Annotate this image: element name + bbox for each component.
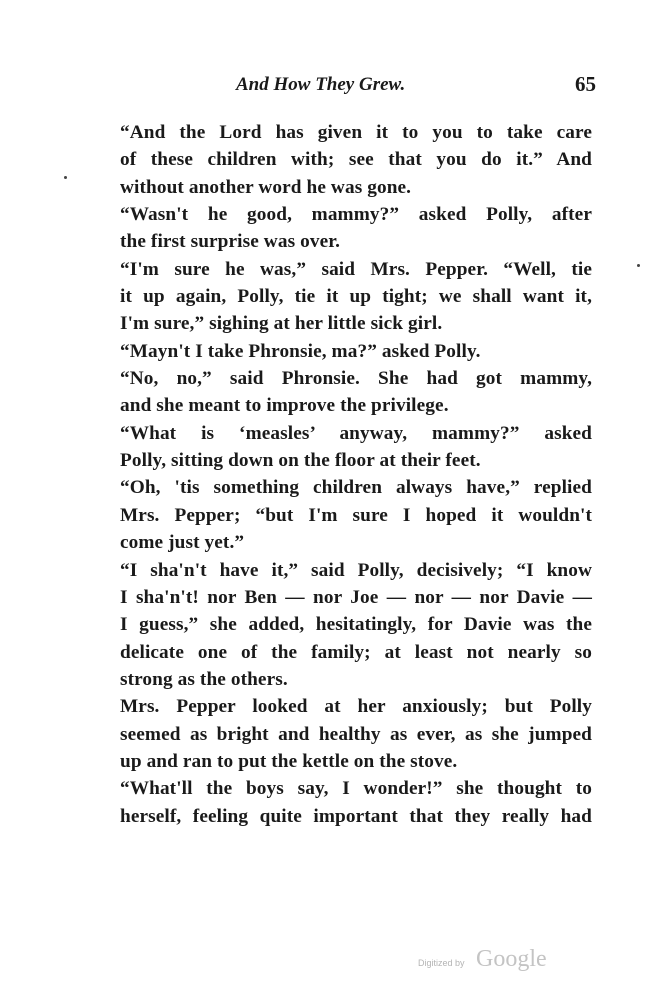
text-line: Mrs. Pepper; “but I'm sure I hoped it wouldn't — [120, 504, 592, 526]
page-header — [120, 74, 596, 104]
text-line: “What'll the boys say, I wonder!” she thought to — [120, 778, 592, 800]
text-line: “Wasn't he good, mammy?” asked Polly, after — [120, 204, 592, 226]
text-line: without another word he was gone. — [120, 176, 412, 198]
text-line: up and ran to put the kettle on the stove. — [120, 750, 458, 772]
digitized-by-label: Digitized by — [418, 958, 465, 968]
text-line: “No, no,” said Phronsie. She had got mammy, — [120, 368, 592, 390]
text-line: I sha'n't! nor Ben — nor Joe — nor — nor Davie — — [120, 586, 592, 608]
text-line: seemed as bright and healthy as ever, as she jumped — [120, 723, 592, 745]
page-number: 65 — [575, 72, 596, 96]
margin-speck — [637, 264, 640, 267]
body-text — [120, 119, 592, 830]
text-line: and she meant to improve the privilege. — [120, 395, 449, 417]
text-line: “I'm sure he was,” said Mrs. Pepper. “Well, tie — [120, 258, 592, 280]
text-line: herself, feeling quite important that they really had — [120, 805, 592, 827]
text-line: “And the Lord has given it to you to take care — [120, 122, 592, 143]
text-line: I guess,” she added, hesitatingly, for Davie was the — [120, 614, 592, 636]
text-line: “Mayn't I take Phronsie, ma?” asked Polly. — [120, 340, 481, 362]
margin-speck — [64, 176, 67, 179]
text-line: come just yet.” — [120, 532, 245, 554]
text-line: “Oh, 'tis something children always have,” replied — [120, 477, 592, 499]
google-logo: Google — [476, 946, 547, 972]
text-line: of these children with; see that you do it.” And — [120, 149, 592, 171]
text-line: it up again, Polly, tie it up tight; we shall want it, — [120, 286, 592, 308]
digitization-watermark — [418, 946, 568, 976]
text-line: “What is ‘measles’ anyway, mammy?” asked — [120, 422, 592, 444]
text-line: Mrs. Pepper looked at her anxiously; but Polly — [120, 696, 592, 718]
running-title: And How They Grew. — [236, 74, 406, 95]
text-line: strong as the others. — [120, 668, 288, 690]
text-line: “I sha'n't have it,” said Polly, decisively; “I know — [120, 559, 592, 581]
text-line: delicate one of the family; at least not nearly so — [120, 641, 592, 663]
text-line: I'm sure,” sighing at her little sick girl. — [120, 313, 443, 335]
text-line: Polly, sitting down on the floor at their feet. — [120, 450, 481, 472]
text-line: the first surprise was over. — [120, 231, 341, 253]
